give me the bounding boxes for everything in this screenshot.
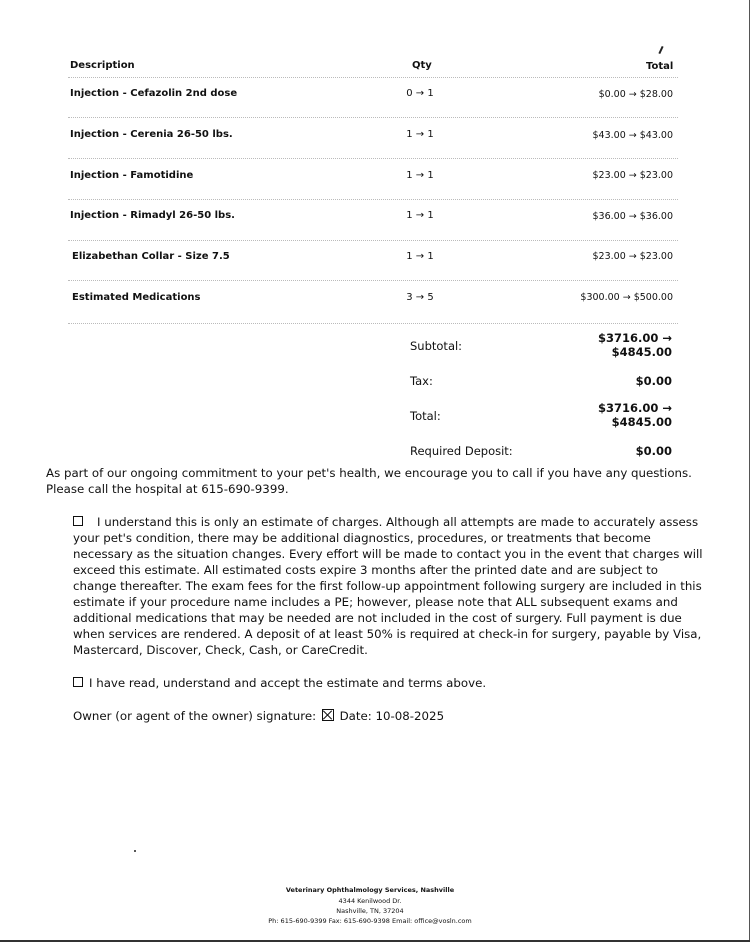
row-divider bbox=[68, 77, 678, 78]
footer-clinic-name: Veterinary Ophthalmology Services, Nashville bbox=[285, 886, 455, 894]
row-divider bbox=[68, 280, 678, 281]
signature-label: Owner (or agent of the owner) signature: bbox=[73, 709, 317, 723]
estimate-terms-text: I understand this is only an estimate of charges. Although all attempts are made to accurately assess your pet's condition, there may be additional diagnostics, procedures, or treatments that become necessary as the situation changes. Every effort will be made to contact you in the event that charges will exceed this estimate. All estimated costs expire 3 months after the printed date and are subject to change thereafter. The exam fees for the first follow-up appointment following surgery are included in this estimate if your procedure name includes a PE; however, please note that ALL subsequent exams and additional medications that may be needed are not included in the cost of surgery. Full payment is due when services are rendered. A deposit of at least 50% is required at check-in for surgery, payable by Visa, Mastercard, Discover, Check, Cash, or CareCredit. bbox=[73, 515, 703, 657]
footer-city: Nashville, TN, 37204 bbox=[336, 907, 404, 915]
total-label: Total: bbox=[410, 409, 441, 423]
row-qty: 1 → 1 bbox=[406, 210, 434, 221]
deposit-label: Required Deposit: bbox=[410, 444, 513, 458]
signature-line bbox=[73, 708, 673, 724]
row-description: Injection - Famotidine bbox=[70, 170, 194, 181]
subtotal-label: Subtotal: bbox=[410, 339, 463, 353]
row-description: Injection - Rimadyl 26-50 lbs. bbox=[70, 210, 235, 221]
row-description: Injection - Cerenia 26-50 lbs. bbox=[70, 129, 233, 140]
row-total: $23.00 → $23.00 bbox=[592, 170, 673, 181]
row-total: $300.00 → $500.00 bbox=[580, 292, 673, 303]
total-value-line: $3716.00 → bbox=[597, 401, 672, 415]
subtotal-value-line: $3716.00 → bbox=[597, 331, 672, 345]
accept-checkbox[interactable] bbox=[73, 677, 83, 687]
estimate-checkbox[interactable] bbox=[73, 516, 83, 526]
row-description: Estimated Medications bbox=[72, 292, 201, 303]
row-qty: 1 → 1 bbox=[406, 129, 434, 140]
total-value bbox=[598, 401, 672, 429]
row-qty: 1 → 1 bbox=[406, 170, 434, 181]
row-qty: 1 → 1 bbox=[406, 251, 434, 262]
row-total: $43.00 → $43.00 bbox=[592, 130, 673, 141]
footer-contact: Ph: 615-690-9399 Fax: 615-690-9398 Email: office@vosln.com bbox=[268, 917, 472, 925]
row-divider bbox=[68, 323, 678, 324]
row-divider bbox=[68, 117, 678, 118]
row-divider bbox=[68, 240, 678, 241]
estimate-terms-block bbox=[73, 514, 705, 658]
total-value-line: $4845.00 bbox=[611, 415, 672, 429]
header-description: Description bbox=[70, 60, 135, 71]
signature-date: Date: 10-08-2025 bbox=[339, 709, 445, 723]
row-total: $36.00 → $36.00 bbox=[592, 211, 673, 222]
row-divider bbox=[68, 158, 678, 159]
accept-text: I have read, understand and accept the estimate and terms above. bbox=[89, 676, 487, 690]
row-total: $0.00 → $28.00 bbox=[598, 89, 673, 100]
deposit-value: $0.00 bbox=[635, 444, 672, 458]
stray-dot bbox=[134, 850, 136, 852]
signature-field[interactable] bbox=[322, 709, 334, 721]
accept-block bbox=[73, 675, 673, 691]
intro-paragraph: As part of our ongoing commitment to your pet's health, we encourage you to call if you have any questions. Please call the hospital at 615-690-9399. bbox=[46, 466, 692, 496]
pen-mark bbox=[658, 46, 663, 54]
row-qty: 3 → 5 bbox=[406, 292, 434, 303]
row-total: $23.00 → $23.00 bbox=[592, 251, 673, 262]
subtotal-value bbox=[598, 331, 672, 359]
header-total: Total bbox=[646, 61, 674, 72]
row-qty: 0 → 1 bbox=[406, 88, 434, 99]
footer-address: 4344 Kenilwood Dr. bbox=[338, 897, 402, 905]
row-description: Injection - Cefazolin 2nd dose bbox=[70, 88, 238, 99]
subtotal-value-line: $4845.00 bbox=[611, 345, 672, 359]
header-qty: Qty bbox=[412, 60, 432, 71]
row-description: Elizabethan Collar - Size 7.5 bbox=[72, 251, 230, 262]
tax-label: Tax: bbox=[410, 374, 433, 388]
tax-value: $0.00 bbox=[635, 374, 672, 388]
row-divider bbox=[68, 199, 678, 200]
